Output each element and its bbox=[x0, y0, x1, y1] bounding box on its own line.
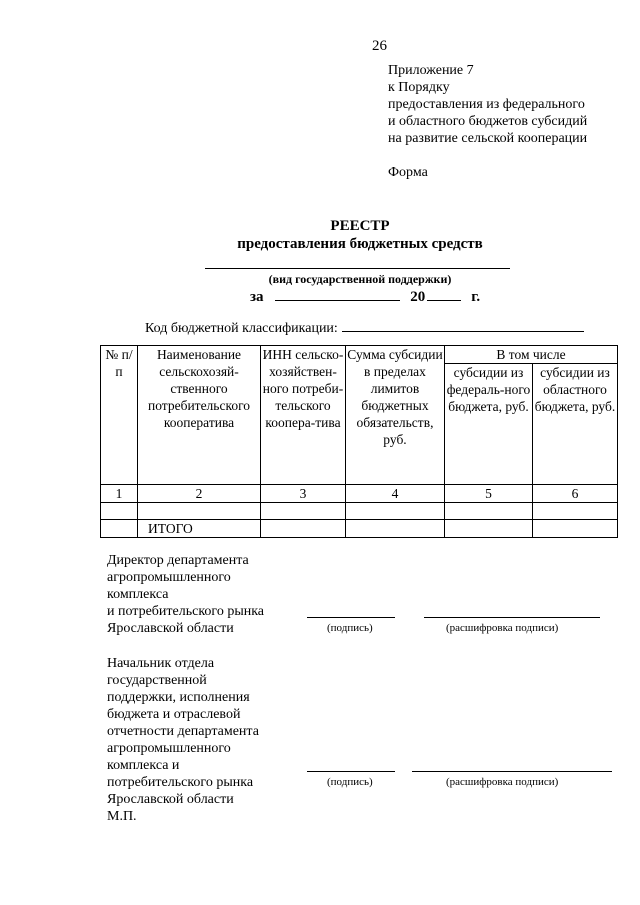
table-cell[interactable] bbox=[445, 503, 533, 520]
signature-block-department-head bbox=[107, 655, 259, 825]
decoding-line[interactable] bbox=[424, 617, 600, 618]
table-row bbox=[101, 503, 618, 520]
table-cell[interactable] bbox=[533, 503, 618, 520]
period-date-blank[interactable] bbox=[275, 287, 400, 301]
position-line: государственной bbox=[107, 673, 207, 688]
position-line: и потребительского рынка bbox=[107, 604, 265, 619]
table-cell[interactable] bbox=[261, 503, 346, 520]
signature-caption: (подпись) bbox=[327, 776, 373, 788]
appendix-line: предоставления из федерального bbox=[388, 97, 585, 112]
position-line: Директор департамента bbox=[107, 553, 249, 568]
position-line: агропромышленного bbox=[107, 570, 231, 585]
total-label: ИТОГО bbox=[138, 520, 261, 538]
appendix-line: на развитие сельской кооперации bbox=[388, 131, 588, 146]
document-subtitle: предоставления бюджетных средств bbox=[237, 236, 483, 252]
table-cell[interactable] bbox=[445, 520, 533, 538]
column-number: 6 bbox=[533, 485, 618, 503]
position-line: агропромышленного bbox=[107, 741, 231, 756]
period-year: 20 bbox=[410, 289, 426, 305]
table-cell[interactable] bbox=[346, 520, 445, 538]
decoding-line[interactable] bbox=[412, 771, 612, 772]
header-inn: ИНН сельско-хозяйствен-ного потреби-тельского коопера-тива bbox=[261, 346, 346, 485]
period-year-blank[interactable] bbox=[427, 287, 461, 301]
support-type-line[interactable] bbox=[205, 268, 510, 269]
appendix-line: Приложение 7 bbox=[388, 63, 474, 78]
column-number: 2 bbox=[138, 485, 261, 503]
decoding-caption: (расшифровка подписи) bbox=[446, 622, 559, 634]
period-suffix: г. bbox=[471, 289, 481, 305]
position-line: поддержки, исполнения bbox=[107, 690, 250, 705]
table-cell[interactable] bbox=[261, 520, 346, 538]
form-label: Форма bbox=[388, 165, 428, 180]
period-line bbox=[250, 287, 480, 306]
kbk-label: Код бюджетной классификации: bbox=[145, 321, 338, 336]
period-prefix: за bbox=[250, 289, 264, 305]
position-line: комплекса и bbox=[107, 758, 180, 773]
header-name: Наименование сельскохозяй-ственного потребительского кооператива bbox=[138, 346, 261, 485]
page-number: 26 bbox=[372, 38, 387, 54]
column-number: 1 bbox=[101, 485, 138, 503]
appendix-line: и областного бюджетов субсидий bbox=[388, 114, 588, 129]
document-title: РЕЕСТР bbox=[330, 218, 390, 234]
table-cell[interactable] bbox=[138, 503, 261, 520]
column-number: 5 bbox=[445, 485, 533, 503]
appendix-line: к Порядку bbox=[388, 80, 450, 95]
header-regional: субсидии из областного бюджета, руб. bbox=[533, 364, 618, 485]
column-number-row bbox=[101, 485, 618, 503]
position-line: комплекса bbox=[107, 587, 169, 602]
header-num: № п/п bbox=[101, 346, 138, 485]
kbk-row bbox=[145, 318, 584, 337]
header-including: В том числе bbox=[445, 346, 618, 364]
header-federal: субсидии из федераль-ного бюджета, руб. bbox=[445, 364, 533, 485]
signature-line[interactable] bbox=[307, 771, 395, 772]
kbk-blank[interactable] bbox=[342, 318, 584, 332]
position-line: Ярославской области bbox=[107, 621, 234, 636]
table-cell[interactable] bbox=[533, 520, 618, 538]
position-line: бюджета и отраслевой bbox=[107, 707, 241, 722]
header-sum: Сумма субсидии в пределах лимитов бюджетных обязательств, руб. bbox=[346, 346, 445, 485]
position-line: Начальник отдела bbox=[107, 656, 215, 671]
column-number: 3 bbox=[261, 485, 346, 503]
table-cell[interactable] bbox=[346, 503, 445, 520]
signature-block-director bbox=[107, 552, 264, 637]
table-header-row bbox=[101, 346, 618, 364]
stamp-label: М.П. bbox=[107, 809, 137, 824]
column-number: 4 bbox=[346, 485, 445, 503]
position-line: отчетности департамента bbox=[107, 724, 259, 739]
decoding-caption: (расшифровка подписи) bbox=[446, 776, 559, 788]
signature-caption: (подпись) bbox=[327, 622, 373, 634]
signature-line[interactable] bbox=[307, 617, 395, 618]
support-type-caption: (вид государственной поддержки) bbox=[268, 272, 452, 286]
position-line: потребительского рынка bbox=[107, 775, 254, 790]
registry-table bbox=[100, 345, 618, 538]
position-line: Ярославской области bbox=[107, 792, 234, 807]
total-row bbox=[101, 520, 618, 538]
appendix-block bbox=[388, 62, 587, 147]
table-cell[interactable] bbox=[101, 520, 138, 538]
table-cell[interactable] bbox=[101, 503, 138, 520]
